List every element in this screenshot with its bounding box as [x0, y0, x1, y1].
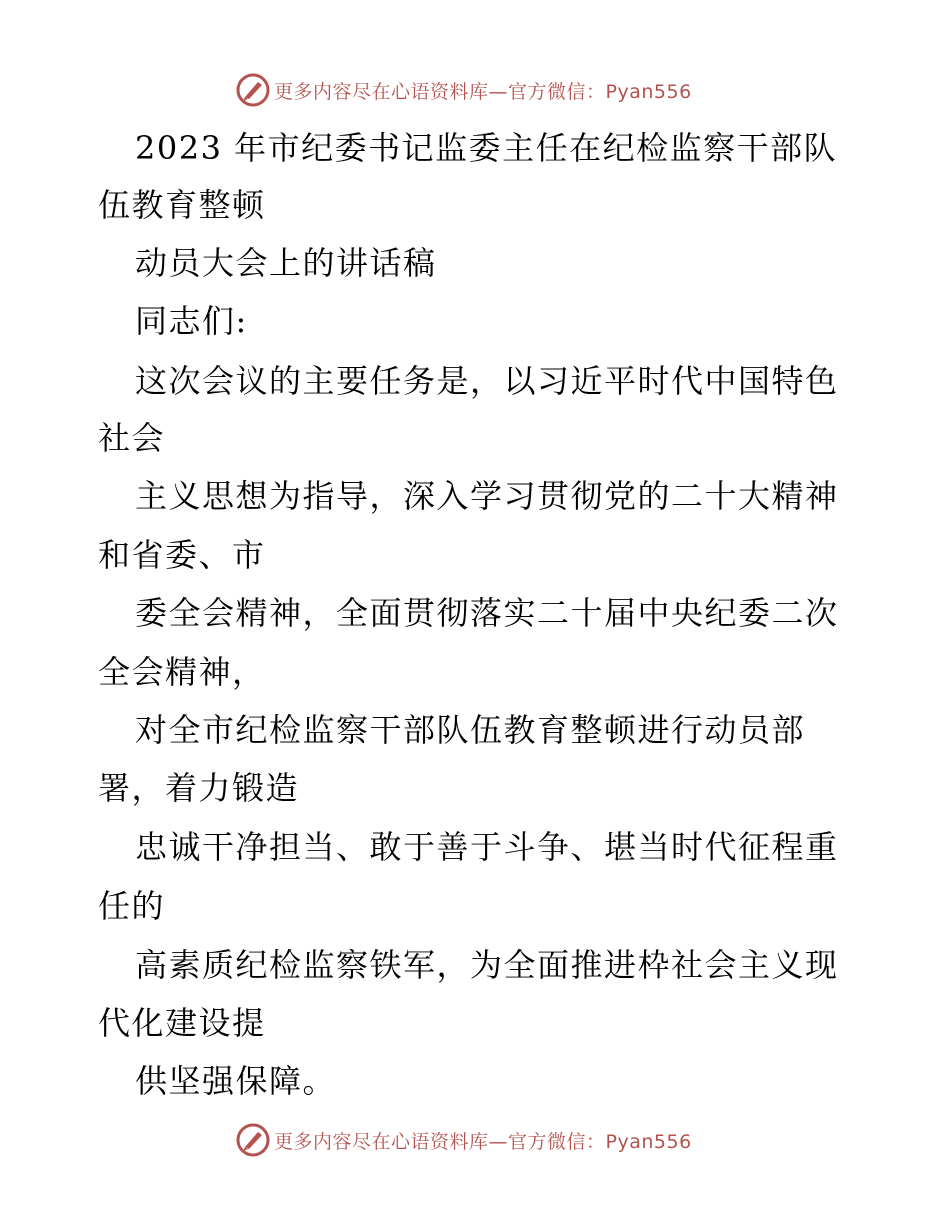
document-line: 委全会精神，全面贯彻落实二十届中央纪委二次	[135, 594, 839, 632]
document-line: 同志们:	[135, 302, 248, 340]
watermark-banner-bottom	[236, 1123, 692, 1157]
document-line: 2023 年市纪委书记监委主任在纪检监察干部队	[135, 129, 838, 167]
document-line: 供坚强保障。	[135, 1062, 337, 1100]
document-line: 高素质纪检监察铁军，为全面推进枠社会主义现	[135, 946, 839, 984]
document-line: 伍教育整顿	[98, 186, 266, 224]
watermark-text: 更多内容尽在心语资料库—官方微信：Pyan556	[274, 1130, 692, 1153]
document-line: 动员大会上的讲话稿	[135, 244, 437, 282]
document-line: 主义思想为指导，深入学习贯彻党的二十大精神	[135, 477, 839, 515]
document-line: 署，着力锻造	[98, 769, 300, 807]
document-line: 这次会议的主要任务是，以习近平时代中国特色	[135, 362, 839, 400]
document-line: 和省委、市	[98, 536, 266, 574]
document-line: 代化建设提	[98, 1004, 266, 1042]
document-line: 对全市纪检监察干部队伍教育整顿进行动员部	[135, 711, 806, 749]
document-line: 全会精神，	[98, 653, 266, 691]
document-line: 社会	[98, 419, 166, 457]
document-line: 忠诚干净担当、敢于善于斗争、堪当时代征程重	[135, 828, 839, 866]
document-line: 任的	[98, 887, 166, 925]
watermark-text: 更多内容尽在心语资料库—官方微信：Pyan556	[274, 80, 692, 103]
quill-logo-icon	[236, 1123, 270, 1157]
